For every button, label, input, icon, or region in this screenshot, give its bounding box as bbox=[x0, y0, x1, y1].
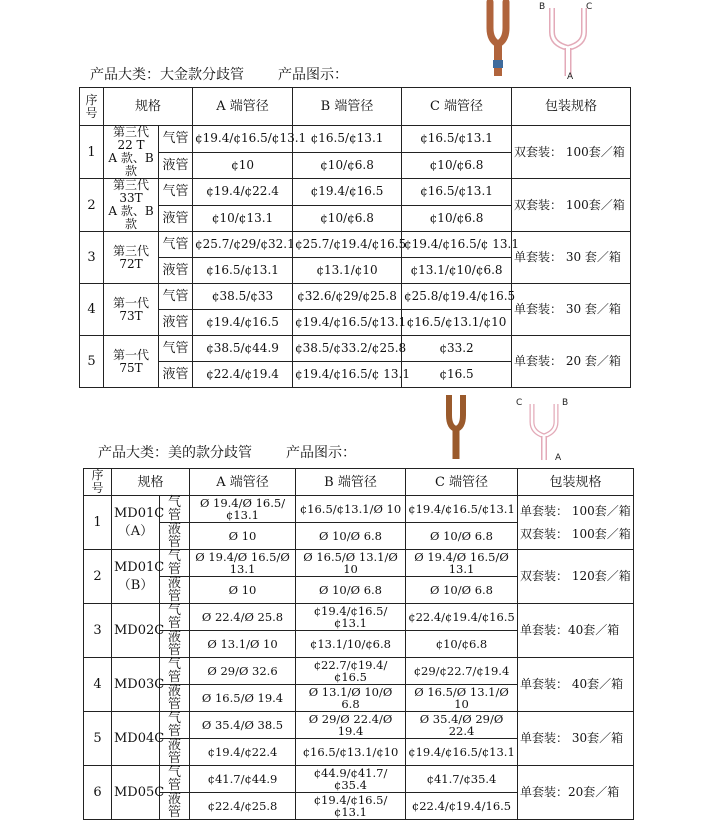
gas-pipe-label: 气管 bbox=[160, 658, 190, 685]
model-name: MD01C （B） bbox=[112, 550, 160, 604]
section1-image-label: 产品图示： bbox=[278, 67, 348, 83]
gas-a-value: ¢38.5/¢44.9 bbox=[193, 336, 293, 362]
packing-text: 单套装： 30 套／箱 bbox=[514, 250, 621, 264]
model-name: MD01C （A） bbox=[112, 496, 160, 550]
diagram2-label-b: B bbox=[562, 398, 569, 408]
header-no: 序号 bbox=[84, 469, 112, 496]
gas-c-value: ¢22.4/¢19.4/¢16.5 bbox=[406, 604, 518, 631]
gas-b-value: Ø 16.5/Ø 13.1/Ø 10 bbox=[296, 550, 406, 577]
packing-text: 单套装：40套／箱 bbox=[520, 623, 620, 637]
row-number: 2 bbox=[80, 179, 104, 232]
packing-spec bbox=[512, 232, 631, 284]
liquid-b-value: ¢10/¢6.8 bbox=[293, 152, 402, 179]
table-row bbox=[84, 604, 634, 631]
header-a-diameter: A 端管径 bbox=[190, 469, 296, 496]
packing-text: 双套装： 120套／箱 bbox=[520, 569, 631, 583]
liquid-pipe-label: 液管 bbox=[159, 205, 193, 232]
model-name: MD03C bbox=[112, 658, 160, 712]
gas-b-value: ¢38.5/¢33.2/¢25.8 bbox=[293, 336, 402, 362]
gas-b-value: ¢19.4/¢16.5 bbox=[293, 179, 402, 206]
model-name: MD04C bbox=[112, 712, 160, 766]
packing-text: 单套装： 30 套／箱 bbox=[514, 302, 621, 316]
diagram2-label-a: A bbox=[555, 453, 562, 463]
liquid-pipe-label: 液管 bbox=[159, 152, 193, 179]
model-name: MD05C bbox=[112, 766, 160, 820]
gas-a-value: Ø 22.4/Ø 25.8 bbox=[190, 604, 296, 631]
diagram-label-a: A bbox=[567, 72, 574, 82]
gas-b-value: ¢19.4/¢16.5/¢13.1 bbox=[296, 604, 406, 631]
section2-heading bbox=[98, 442, 356, 462]
header-a-diameter: A 端管径 bbox=[193, 88, 293, 126]
header-packing: 包装规格 bbox=[512, 88, 631, 126]
packing-spec bbox=[518, 604, 634, 658]
liquid-a-value: ¢19.4/¢22.4 bbox=[190, 739, 296, 766]
liquid-c-value: ¢16.5/¢13.1/¢10 bbox=[402, 310, 512, 336]
header-packing: 包装规格 bbox=[518, 469, 634, 496]
packing-text: 双套装： 100套／箱 bbox=[514, 144, 625, 159]
row-number: 5 bbox=[84, 712, 112, 766]
table-row bbox=[84, 658, 634, 685]
gas-c-value: ¢25.8/¢19.4/¢16.5 bbox=[402, 284, 512, 310]
packing-text: 单套装： 40套／箱 bbox=[520, 677, 624, 691]
section1-heading bbox=[90, 64, 348, 84]
table-row bbox=[84, 712, 634, 739]
section1-category-label: 产品大类：大金款分歧管 bbox=[90, 67, 244, 83]
liquid-c-value: Ø 10/Ø 6.8 bbox=[406, 577, 518, 604]
gas-a-value: Ø 29/Ø 32.6 bbox=[190, 658, 296, 685]
diagram2-label-c: C bbox=[516, 398, 523, 408]
gas-b-value: ¢22.7/¢19.4/¢16.5 bbox=[296, 658, 406, 685]
liquid-b-value: ¢10/¢6.8 bbox=[293, 205, 402, 232]
row-number: 1 bbox=[84, 496, 112, 550]
row-number: 3 bbox=[84, 604, 112, 658]
gas-b-value: Ø 29/Ø 22.4/Ø 19.4 bbox=[296, 712, 406, 739]
copper-branch-pipe-photo bbox=[478, 0, 518, 82]
liquid-pipe-label: 液管 bbox=[160, 577, 190, 604]
liquid-pipe-label: 液管 bbox=[160, 685, 190, 712]
liquid-a-value: Ø 16.5/Ø 19.4 bbox=[190, 685, 296, 712]
table-row bbox=[80, 179, 631, 206]
table-row bbox=[80, 336, 631, 362]
liquid-c-value: ¢10/¢6.8 bbox=[402, 152, 512, 179]
section2-category-label: 产品大类：美的款分歧管 bbox=[98, 445, 252, 461]
header-b-diameter: B 端管径 bbox=[296, 469, 406, 496]
header-spec: 规格 bbox=[104, 88, 193, 126]
table-row bbox=[80, 232, 631, 258]
gas-pipe-label: 气管 bbox=[159, 336, 193, 362]
liquid-a-value: Ø 10 bbox=[190, 523, 296, 550]
liquid-b-value: ¢13.1/10/¢6.8 bbox=[296, 631, 406, 658]
gas-a-value: Ø 19.4/Ø 16.5/¢13.1 bbox=[190, 496, 296, 523]
row-number: 1 bbox=[80, 126, 104, 179]
liquid-b-value: ¢16.5/¢13.1/¢10 bbox=[296, 739, 406, 766]
liquid-b-value: ¢19.4/¢16.5/¢13.1 bbox=[296, 793, 406, 820]
gas-c-value: ¢29/¢22.7/¢19.4 bbox=[406, 658, 518, 685]
gas-pipe-label: 气管 bbox=[159, 126, 193, 153]
table-row bbox=[84, 496, 634, 523]
packing-spec bbox=[512, 126, 631, 179]
gas-a-value: ¢38.5/¢33 bbox=[193, 284, 293, 310]
liquid-b-value: ¢19.4/¢16.5/¢ 13.1 bbox=[293, 362, 402, 388]
liquid-b-value: ¢13.1/¢10 bbox=[293, 258, 402, 284]
gas-pipe-label: 气管 bbox=[160, 604, 190, 631]
header-c-diameter: C 端管径 bbox=[402, 88, 512, 126]
liquid-b-value: Ø 10/Ø 6.8 bbox=[296, 523, 406, 550]
liquid-b-value: Ø 13.1/Ø 10/Ø 6.8 bbox=[296, 685, 406, 712]
model-name: 第三代 33T A 款、B款 bbox=[104, 179, 159, 232]
model-name: 第一代 75T bbox=[104, 336, 159, 388]
gas-b-value: ¢16.5/¢13.1/Ø 10 bbox=[296, 496, 406, 523]
packing-spec bbox=[518, 550, 634, 604]
branch-pipe-outline-drawing bbox=[538, 0, 600, 82]
liquid-c-value: Ø 16.5/Ø 13.1/Ø 10 bbox=[406, 685, 518, 712]
gas-a-value: ¢25.7/¢29/¢32.1 bbox=[193, 232, 293, 258]
gas-a-value: Ø 19.4/Ø 16.5/Ø 13.1 bbox=[190, 550, 296, 577]
gas-a-value: Ø 35.4/Ø 38.5 bbox=[190, 712, 296, 739]
gas-c-value: ¢19.4/¢16.5/¢13.1 bbox=[406, 496, 518, 523]
liquid-pipe-label: 液管 bbox=[160, 739, 190, 766]
packing-spec bbox=[518, 766, 634, 820]
gas-b-value: ¢25.7/¢19.4/¢16.5 bbox=[293, 232, 402, 258]
liquid-pipe-label: 液管 bbox=[159, 258, 193, 284]
gas-b-value: ¢32.6/¢29/¢25.8 bbox=[293, 284, 402, 310]
packing-text: 单套装： 30套／箱 bbox=[520, 731, 624, 745]
liquid-a-value: ¢10/¢13.1 bbox=[193, 205, 293, 232]
liquid-pipe-label: 液管 bbox=[159, 310, 193, 336]
liquid-c-value: ¢22.4/¢19.4/16.5 bbox=[406, 793, 518, 820]
packing-spec bbox=[512, 336, 631, 388]
gas-c-value: ¢19.4/¢16.5/¢ 13.1 bbox=[402, 232, 512, 258]
liquid-b-value: Ø 10/Ø 6.8 bbox=[296, 577, 406, 604]
gas-a-value: ¢41.7/¢44.9 bbox=[190, 766, 296, 793]
model-name: 第三代 72T bbox=[104, 232, 159, 284]
header-b-diameter: B 端管径 bbox=[293, 88, 402, 126]
gas-c-value: ¢33.2 bbox=[402, 336, 512, 362]
packing-spec bbox=[512, 179, 631, 232]
gas-pipe-label: 气管 bbox=[160, 712, 190, 739]
gas-a-value: ¢19.4/¢22.4 bbox=[193, 179, 293, 206]
gas-c-value: ¢41.7/¢35.4 bbox=[406, 766, 518, 793]
gas-c-value: ¢16.5/¢13.1 bbox=[402, 179, 512, 206]
liquid-a-value: Ø 10 bbox=[190, 577, 296, 604]
liquid-c-value: Ø 10/Ø 6.8 bbox=[406, 523, 518, 550]
table-row bbox=[84, 550, 634, 577]
packing-text: 单套装： 20 套／箱 bbox=[514, 354, 621, 368]
packing-text: 双套装： 100套／箱 bbox=[514, 197, 625, 212]
packing-text-secondary: 双套装： 100套／箱 bbox=[520, 526, 631, 541]
liquid-c-value: ¢10/¢6.8 bbox=[402, 205, 512, 232]
section2-image-label: 产品图示： bbox=[286, 445, 356, 461]
liquid-c-value: ¢16.5 bbox=[402, 362, 512, 388]
liquid-pipe-label: 液管 bbox=[160, 523, 190, 550]
liquid-pipe-label: 液管 bbox=[159, 362, 193, 388]
row-number: 4 bbox=[80, 284, 104, 336]
model-name: 第三代 22 T A 款、B款 bbox=[104, 126, 159, 179]
midea-branch-pipe-table bbox=[83, 468, 634, 820]
row-number: 4 bbox=[84, 658, 112, 712]
gas-pipe-label: 气管 bbox=[160, 766, 190, 793]
gas-c-value: Ø 19.4/Ø 16.5/Ø 13.1 bbox=[406, 550, 518, 577]
row-number: 3 bbox=[80, 232, 104, 284]
gas-pipe-label: 气管 bbox=[159, 284, 193, 310]
row-number: 2 bbox=[84, 550, 112, 604]
liquid-a-value: ¢22.4/¢25.8 bbox=[190, 793, 296, 820]
gas-pipe-label: 气管 bbox=[160, 550, 190, 577]
gas-b-value: ¢16.5/¢13.1 bbox=[293, 126, 402, 153]
daikin-branch-pipe-table bbox=[79, 87, 631, 388]
header-c-diameter: C 端管径 bbox=[406, 469, 518, 496]
liquid-pipe-label: 液管 bbox=[160, 631, 190, 658]
header-no: 序号 bbox=[80, 88, 104, 126]
packing-spec bbox=[518, 658, 634, 712]
diagram-label-c: C bbox=[586, 2, 593, 12]
model-name: 第一代 73T bbox=[104, 284, 159, 336]
liquid-c-value: ¢13.1/¢10/¢6.8 bbox=[402, 258, 512, 284]
liquid-c-value: ¢19.4/¢16.5/¢13.1 bbox=[406, 739, 518, 766]
packing-text: 单套装： 100套／箱 bbox=[520, 503, 631, 518]
liquid-a-value: ¢16.5/¢13.1 bbox=[193, 258, 293, 284]
gas-b-value: ¢44.9/¢41.7/¢35.4 bbox=[296, 766, 406, 793]
table-row bbox=[80, 284, 631, 310]
diagram-label-b: B bbox=[539, 2, 546, 12]
gas-pipe-label: 气管 bbox=[160, 496, 190, 523]
gas-pipe-label: 气管 bbox=[159, 232, 193, 258]
table-row bbox=[80, 126, 631, 153]
midea-copper-pipe-photo bbox=[440, 393, 472, 463]
packing-text: 单套装：20套／箱 bbox=[520, 785, 620, 799]
header-spec: 规格 bbox=[112, 469, 190, 496]
liquid-c-value: ¢10/¢6.8 bbox=[406, 631, 518, 658]
liquid-b-value: ¢19.4/¢16.5/¢13.1 bbox=[293, 310, 402, 336]
liquid-a-value: ¢10 bbox=[193, 152, 293, 179]
packing-spec bbox=[512, 284, 631, 336]
packing-spec bbox=[518, 712, 634, 766]
gas-pipe-label: 气管 bbox=[159, 179, 193, 206]
model-name: MD02C bbox=[112, 604, 160, 658]
liquid-a-value: ¢22.4/¢19.4 bbox=[193, 362, 293, 388]
row-number: 6 bbox=[84, 766, 112, 820]
gas-c-value: ¢16.5/¢13.1 bbox=[402, 126, 512, 153]
row-number: 5 bbox=[80, 336, 104, 388]
table-row bbox=[84, 766, 634, 793]
liquid-a-value: Ø 13.1/Ø 10 bbox=[190, 631, 296, 658]
liquid-a-value: ¢19.4/¢16.5 bbox=[193, 310, 293, 336]
packing-spec bbox=[518, 496, 634, 550]
liquid-pipe-label: 液管 bbox=[160, 793, 190, 820]
gas-a-value: ¢19.4/¢16.5/¢13.1 bbox=[193, 126, 293, 153]
gas-c-value: Ø 35.4/Ø 29/Ø 22.4 bbox=[406, 712, 518, 739]
